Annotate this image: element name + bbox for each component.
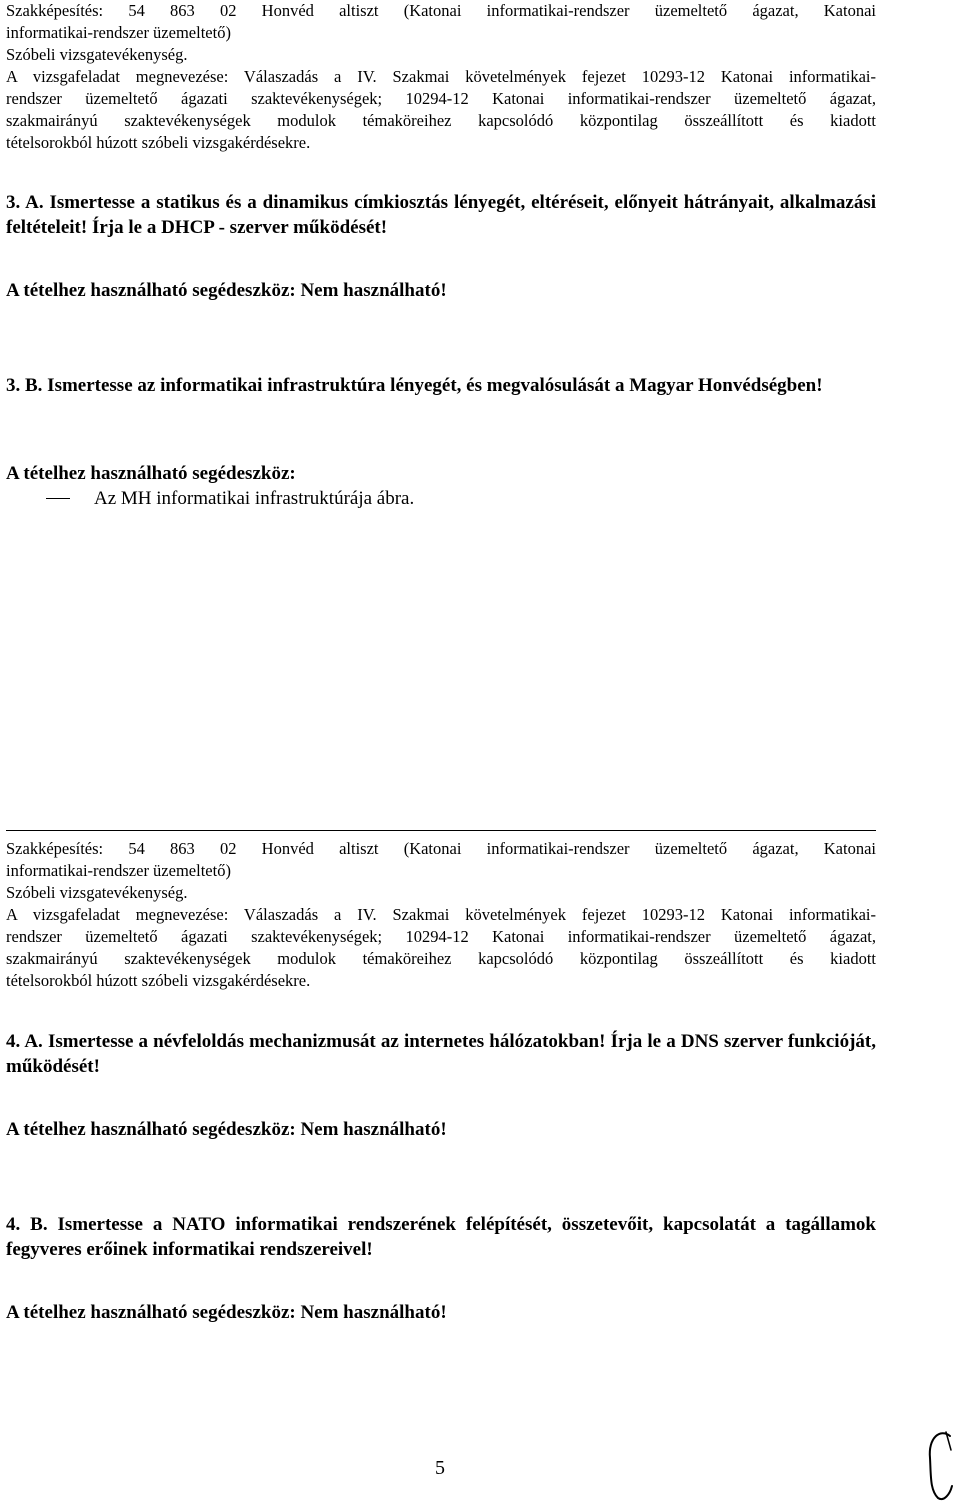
question-4b (6, 1212, 876, 1262)
question-text: 3. A. Ismertesse a statikus és a dinamikus címkiosztás lényegét, eltéréseit, előnyeit hátrányait, alkalmazási feltételeit! Írja le a DHCP - szerver működését! (6, 192, 876, 238)
aid-text: A tételhez használható segédeszköz: Nem használható! (6, 1119, 447, 1140)
aid-list-item (6, 486, 876, 511)
signature-mark (920, 1428, 960, 1503)
page-number: 5 (435, 1457, 445, 1479)
header-line: rendszer üzemeltető ágazati szaktevékenységek; 10294-12 Katonai informatikai-rendszer üzemeltető ágazat, (6, 89, 876, 108)
header-line: informatikai-rendszer üzemeltető) (6, 861, 231, 880)
header-line: szakmairányú szaktevékenységek modulok témaköreihez kapcsolódó központilag összeállított és kiadott (6, 111, 876, 130)
header-line: Szóbeli vizsgatevékenység. (6, 883, 188, 902)
aid-text: A tételhez használható segédeszköz: Nem használható! (6, 1302, 447, 1323)
header-line: rendszer üzemeltető ágazati szaktevékenységek; 10294-12 Katonai informatikai-rendszer üzemeltető ágazat, (6, 927, 876, 946)
aid-3b (6, 461, 876, 511)
aid-4b (6, 1300, 876, 1325)
divider-line (6, 830, 876, 831)
header-line: tételsorokból húzott szóbeli vizsgakérdésekre. (6, 133, 311, 152)
aid-item-text: Az MH informatikai infrastruktúrája ábra. (94, 488, 415, 509)
aid-text: A tételhez használható segédeszköz: (6, 463, 296, 484)
aid-text: A tételhez használható segédeszköz: Nem használható! (6, 280, 447, 301)
question-text: 4. A. Ismertesse a névfeloldás mechanizmusát az internetes hálózatokban! Írja le a DNS szerver funkcióját, működését! (6, 1031, 876, 1077)
header-line: Szakképesítés: 54 863 02 Honvéd altiszt (Katonai informatikai-rendszer üzemeltető ágazat, Katonai (6, 1, 876, 20)
exam-header-bottom (6, 838, 876, 992)
header-line: Szakképesítés: 54 863 02 Honvéd altiszt (Katonai informatikai-rendszer üzemeltető ágazat, Katonai (6, 839, 876, 858)
header-line: tételsorokból húzott szóbeli vizsgakérdésekre. (6, 971, 311, 990)
aid-3a (6, 278, 876, 303)
header-line: A vizsgafeladat megnevezése: Válaszadás a IV. Szakmai követelmények fejezet 10293-12 Katonai informatikai- (6, 905, 876, 924)
exam-header-top (6, 0, 876, 154)
header-line: Szóbeli vizsgatevékenység. (6, 45, 188, 64)
dash-bullet-icon (46, 498, 70, 499)
question-text: 4. B. Ismertesse a NATO informatikai rendszerének felépítését, összetevőit, kapcsolatát a tagállamok fegyveres erőinek informatikai rendszereivel! (6, 1214, 876, 1260)
header-line: A vizsgafeladat megnevezése: Válaszadás a IV. Szakmai követelmények fejezet 10293-12 Katonai informatikai- (6, 67, 876, 86)
question-3a (6, 190, 876, 240)
header-line: informatikai-rendszer üzemeltető) (6, 23, 231, 42)
question-4a (6, 1029, 876, 1079)
header-line: szakmairányú szaktevékenységek modulok témaköreihez kapcsolódó központilag összeállított és kiadott (6, 949, 876, 968)
question-3b (6, 373, 876, 398)
question-text: 3. B. Ismertesse az informatikai infrastruktúra lényegét, és megvalósulását a Magyar Honvédségben! (6, 375, 823, 396)
aid-4a (6, 1117, 876, 1142)
